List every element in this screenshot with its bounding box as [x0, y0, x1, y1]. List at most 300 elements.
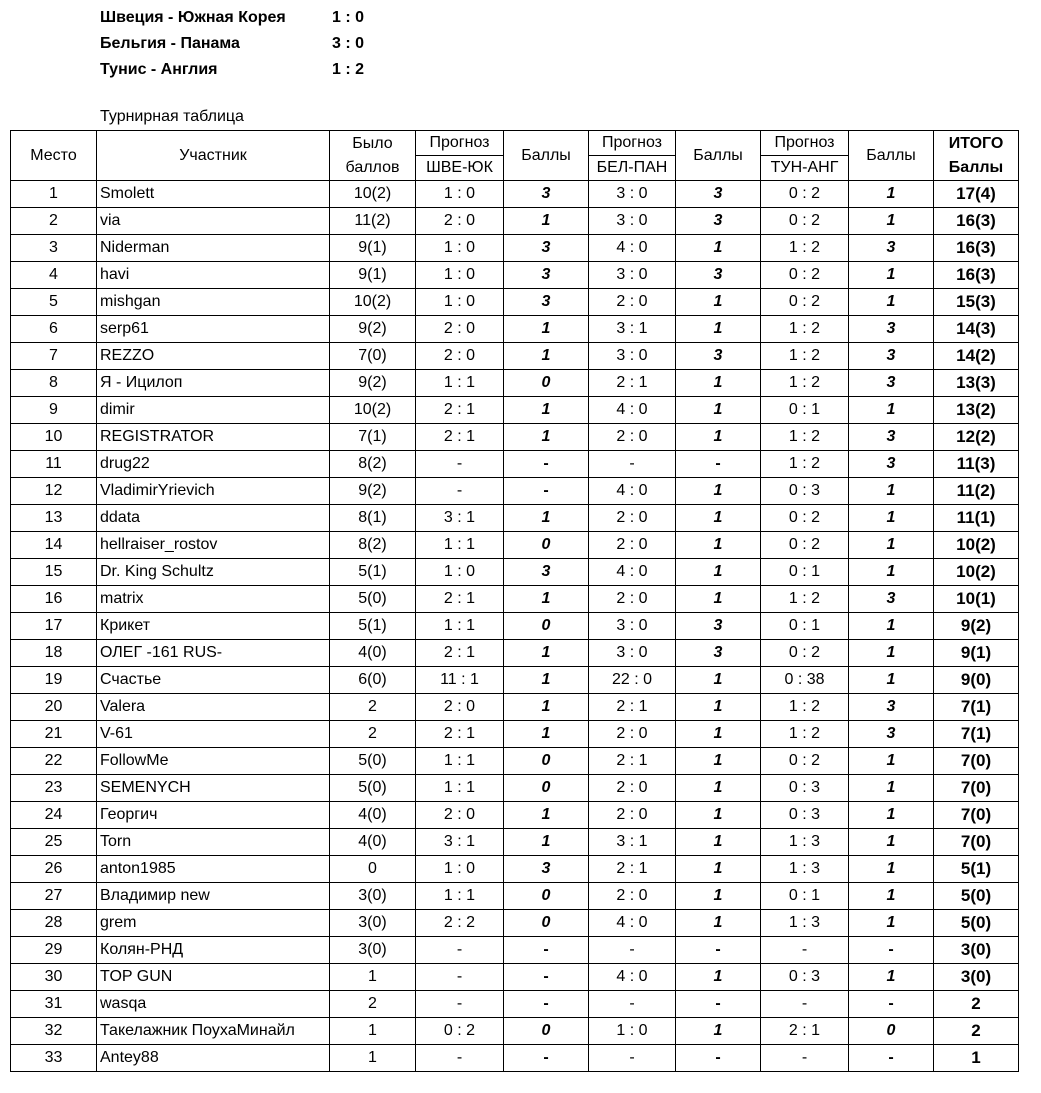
header-total-top: ИТОГО — [948, 134, 1004, 152]
forecast-2-cell: 3 : 1 — [589, 316, 676, 343]
points-1-cell: 1 — [504, 397, 589, 424]
participant-cell: Dr. King Schultz — [97, 559, 330, 586]
previous-points-cell: 2 — [330, 694, 416, 721]
place-cell: 2 — [11, 208, 97, 235]
previous-points-cell: 11(2) — [330, 208, 416, 235]
match-result-row — [100, 57, 392, 83]
forecast-1-cell: 2 : 0 — [416, 694, 504, 721]
points-1-cell: - — [504, 1045, 589, 1072]
points-2-cell: 1 — [676, 586, 761, 613]
place-cell: 17 — [11, 613, 97, 640]
forecast-1-cell: - — [416, 451, 504, 478]
total-cell: 16(3) — [934, 208, 1019, 235]
participant-cell: Я - Ицилоп — [97, 370, 330, 397]
previous-points-cell: 3(0) — [330, 883, 416, 910]
points-2-cell: 1 — [676, 721, 761, 748]
table-row — [11, 775, 1019, 802]
match-score: 3 : 0 — [332, 35, 365, 52]
forecast-3-cell: 0 : 2 — [761, 262, 849, 289]
place-cell: 8 — [11, 370, 97, 397]
previous-points-cell: 8(2) — [330, 532, 416, 559]
participant-cell: TOP GUN — [97, 964, 330, 991]
forecast-2-cell: 4 : 0 — [589, 964, 676, 991]
points-1-cell: 1 — [504, 505, 589, 532]
points-2-cell: 3 — [676, 343, 761, 370]
table-caption: Турнирная таблица — [100, 108, 244, 125]
points-2-cell: 1 — [676, 667, 761, 694]
forecast-2-cell: 3 : 0 — [589, 208, 676, 235]
points-1-cell: 1 — [504, 316, 589, 343]
place-cell: 33 — [11, 1045, 97, 1072]
points-3-cell: 1 — [849, 532, 934, 559]
points-2-cell: 3 — [676, 640, 761, 667]
place-cell: 16 — [11, 586, 97, 613]
table-row — [11, 802, 1019, 829]
forecast-2-cell: 2 : 1 — [589, 694, 676, 721]
header-total-bottom: Баллы — [948, 158, 1004, 176]
forecast-1-cell: 1 : 0 — [416, 262, 504, 289]
forecast-1-cell: 2 : 0 — [416, 316, 504, 343]
forecast-3-cell: 0 : 1 — [761, 883, 849, 910]
table-row — [11, 748, 1019, 775]
points-2-cell: 1 — [676, 532, 761, 559]
total-cell: 14(3) — [934, 316, 1019, 343]
forecast-2-cell: 3 : 0 — [589, 343, 676, 370]
points-3-cell: 1 — [849, 505, 934, 532]
forecast-3-cell: - — [761, 991, 849, 1018]
points-3-cell: 1 — [849, 910, 934, 937]
place-cell: 13 — [11, 505, 97, 532]
points-1-cell: 1 — [504, 694, 589, 721]
table-row — [11, 208, 1019, 235]
table-row — [11, 505, 1019, 532]
total-cell: 16(3) — [934, 235, 1019, 262]
table-row — [11, 235, 1019, 262]
table-row — [11, 856, 1019, 883]
points-1-cell: - — [504, 991, 589, 1018]
total-cell: 12(2) — [934, 424, 1019, 451]
points-3-cell: 1 — [849, 397, 934, 424]
previous-points-cell: 9(2) — [330, 316, 416, 343]
points-1-cell: 3 — [504, 559, 589, 586]
forecast-3-cell: 0 : 2 — [761, 208, 849, 235]
forecast-1-cell: 1 : 0 — [416, 181, 504, 208]
participant-cell: Antey88 — [97, 1045, 330, 1072]
forecast-2-cell: 2 : 0 — [589, 586, 676, 613]
participant-cell: SEMENYCH — [97, 775, 330, 802]
points-3-cell: - — [849, 1045, 934, 1072]
forecast-1-cell: 1 : 1 — [416, 370, 504, 397]
forecast-2-cell: 2 : 1 — [589, 856, 676, 883]
forecast-3-cell: 1 : 3 — [761, 910, 849, 937]
forecast-1-cell: 11 : 1 — [416, 667, 504, 694]
match-score: 1 : 2 — [332, 61, 365, 78]
points-2-cell: 1 — [676, 397, 761, 424]
points-1-cell: - — [504, 451, 589, 478]
forecast-2-cell: 22 : 0 — [589, 667, 676, 694]
total-cell: 11(3) — [934, 451, 1019, 478]
table-row — [11, 937, 1019, 964]
forecast-1-cell: 1 : 0 — [416, 235, 504, 262]
previous-points-cell: 5(1) — [330, 613, 416, 640]
total-cell: 10(2) — [934, 559, 1019, 586]
points-2-cell: 1 — [676, 559, 761, 586]
forecast-2-cell: 3 : 0 — [589, 181, 676, 208]
forecast-2-cell: 2 : 0 — [589, 424, 676, 451]
points-3-cell: 1 — [849, 829, 934, 856]
forecast-1-cell: 3 : 1 — [416, 505, 504, 532]
participant-cell: VladimirYrievich — [97, 478, 330, 505]
participant-cell: Колян-РНД — [97, 937, 330, 964]
forecast-3-cell: 0 : 3 — [761, 478, 849, 505]
points-2-cell: 1 — [676, 748, 761, 775]
points-3-cell: 3 — [849, 343, 934, 370]
forecast-2-cell: 4 : 0 — [589, 235, 676, 262]
header-points-3: Баллы — [849, 131, 934, 181]
table-row — [11, 316, 1019, 343]
previous-points-cell: 3(0) — [330, 910, 416, 937]
points-3-cell: 1 — [849, 802, 934, 829]
participant-cell: mishgan — [97, 289, 330, 316]
table-row — [11, 1018, 1019, 1045]
forecast-2-cell: 3 : 1 — [589, 829, 676, 856]
forecast-1-cell: 3 : 1 — [416, 829, 504, 856]
previous-points-cell: 6(0) — [330, 667, 416, 694]
table-row — [11, 829, 1019, 856]
forecast-1-cell: - — [416, 991, 504, 1018]
points-2-cell: 1 — [676, 235, 761, 262]
points-3-cell: 1 — [849, 775, 934, 802]
forecast-1-cell: 1 : 0 — [416, 559, 504, 586]
place-cell: 25 — [11, 829, 97, 856]
forecast-2-cell: 2 : 1 — [589, 370, 676, 397]
table-header-row — [11, 131, 1019, 156]
points-2-cell: 1 — [676, 370, 761, 397]
total-cell: 1 — [934, 1045, 1019, 1072]
points-2-cell: 3 — [676, 208, 761, 235]
points-2-cell: - — [676, 1045, 761, 1072]
forecast-2-cell: - — [589, 1045, 676, 1072]
table-row — [11, 478, 1019, 505]
forecast-3-cell: 1 : 2 — [761, 370, 849, 397]
participant-cell: hellraiser_rostov — [97, 532, 330, 559]
previous-points-cell: 9(1) — [330, 235, 416, 262]
place-cell: 11 — [11, 451, 97, 478]
place-cell: 22 — [11, 748, 97, 775]
forecast-3-cell: 1 : 3 — [761, 829, 849, 856]
participant-cell: ОЛЕГ -161 RUS- — [97, 640, 330, 667]
points-1-cell: 1 — [504, 343, 589, 370]
match-name: Тунис - Англия — [100, 61, 218, 78]
participant-cell: drug22 — [97, 451, 330, 478]
points-1-cell: 3 — [504, 235, 589, 262]
points-3-cell: 3 — [849, 694, 934, 721]
points-2-cell: 3 — [676, 262, 761, 289]
header-previous-points — [330, 131, 416, 181]
points-3-cell: 1 — [849, 883, 934, 910]
forecast-1-cell: 2 : 2 — [416, 910, 504, 937]
forecast-3-cell: 0 : 38 — [761, 667, 849, 694]
total-cell: 5(1) — [934, 856, 1019, 883]
points-3-cell: 1 — [849, 181, 934, 208]
previous-points-cell: 9(1) — [330, 262, 416, 289]
points-2-cell: - — [676, 937, 761, 964]
place-cell: 30 — [11, 964, 97, 991]
header-forecast-2: Прогноз — [589, 131, 676, 156]
points-2-cell: 1 — [676, 316, 761, 343]
points-2-cell: 1 — [676, 775, 761, 802]
forecast-2-cell: - — [589, 937, 676, 964]
points-3-cell: 1 — [849, 856, 934, 883]
points-3-cell: 3 — [849, 316, 934, 343]
forecast-3-cell: 0 : 3 — [761, 964, 849, 991]
forecast-3-cell: 1 : 2 — [761, 424, 849, 451]
table-row — [11, 910, 1019, 937]
points-2-cell: 1 — [676, 883, 761, 910]
participant-cell: Smolett — [97, 181, 330, 208]
participant-cell: REZZO — [97, 343, 330, 370]
previous-points-cell: 10(2) — [330, 181, 416, 208]
forecast-1-cell: 1 : 1 — [416, 532, 504, 559]
forecast-3-cell: 1 : 2 — [761, 721, 849, 748]
total-cell: 13(3) — [934, 370, 1019, 397]
forecast-3-cell: 1 : 2 — [761, 235, 849, 262]
points-3-cell: 1 — [849, 559, 934, 586]
points-1-cell: 1 — [504, 829, 589, 856]
previous-points-cell: 5(0) — [330, 748, 416, 775]
forecast-1-cell: 2 : 0 — [416, 208, 504, 235]
points-3-cell: 3 — [849, 370, 934, 397]
place-cell: 10 — [11, 424, 97, 451]
forecast-2-cell: 4 : 0 — [589, 478, 676, 505]
points-3-cell: 1 — [849, 208, 934, 235]
points-3-cell: 1 — [849, 613, 934, 640]
points-2-cell: 3 — [676, 181, 761, 208]
forecast-2-cell: 2 : 0 — [589, 505, 676, 532]
forecast-2-cell: 2 : 0 — [589, 802, 676, 829]
header-total — [934, 131, 1019, 181]
table-row — [11, 991, 1019, 1018]
points-2-cell: 3 — [676, 613, 761, 640]
forecast-2-cell: 4 : 0 — [589, 397, 676, 424]
place-cell: 5 — [11, 289, 97, 316]
place-cell: 3 — [11, 235, 97, 262]
total-cell: 3(0) — [934, 964, 1019, 991]
forecast-1-cell: 1 : 1 — [416, 883, 504, 910]
points-2-cell: 1 — [676, 802, 761, 829]
total-cell: 9(2) — [934, 613, 1019, 640]
participant-cell: Счастье — [97, 667, 330, 694]
table-row — [11, 883, 1019, 910]
forecast-1-cell: 2 : 0 — [416, 802, 504, 829]
table-row — [11, 370, 1019, 397]
points-1-cell: 0 — [504, 883, 589, 910]
forecast-2-cell: 3 : 0 — [589, 640, 676, 667]
points-1-cell: 3 — [504, 856, 589, 883]
participant-cell: serp61 — [97, 316, 330, 343]
participant-cell: FollowMe — [97, 748, 330, 775]
points-1-cell: 3 — [504, 289, 589, 316]
points-3-cell: - — [849, 937, 934, 964]
points-1-cell: 3 — [504, 262, 589, 289]
previous-points-cell: 0 — [330, 856, 416, 883]
place-cell: 18 — [11, 640, 97, 667]
total-cell: 7(0) — [934, 829, 1019, 856]
previous-points-cell: 5(0) — [330, 586, 416, 613]
previous-points-cell: 9(2) — [330, 370, 416, 397]
table-row — [11, 694, 1019, 721]
table-row — [11, 397, 1019, 424]
place-cell: 12 — [11, 478, 97, 505]
points-1-cell: - — [504, 937, 589, 964]
forecast-1-cell: 2 : 0 — [416, 343, 504, 370]
participant-cell: Niderman — [97, 235, 330, 262]
match-name: Швеция - Южная Корея — [100, 9, 286, 26]
points-3-cell: - — [849, 991, 934, 1018]
points-3-cell: 3 — [849, 235, 934, 262]
participant-cell: wasqa — [97, 991, 330, 1018]
table-row — [11, 262, 1019, 289]
header-match-2: БЕЛ-ПАН — [589, 156, 676, 181]
forecast-3-cell: 0 : 2 — [761, 640, 849, 667]
participant-cell: havi — [97, 262, 330, 289]
match-result-row — [100, 5, 392, 31]
table-row — [11, 289, 1019, 316]
total-cell: 16(3) — [934, 262, 1019, 289]
forecast-3-cell: 0 : 3 — [761, 802, 849, 829]
forecast-1-cell: 2 : 1 — [416, 721, 504, 748]
points-1-cell: 1 — [504, 802, 589, 829]
header-points-2: Баллы — [676, 131, 761, 181]
forecast-2-cell: 2 : 0 — [589, 775, 676, 802]
table-row — [11, 424, 1019, 451]
forecast-3-cell: 0 : 2 — [761, 289, 849, 316]
points-2-cell: 1 — [676, 289, 761, 316]
points-1-cell: 1 — [504, 721, 589, 748]
previous-points-cell: 1 — [330, 1045, 416, 1072]
total-cell: 15(3) — [934, 289, 1019, 316]
header-previous-bottom: баллов — [345, 158, 400, 176]
participant-cell: via — [97, 208, 330, 235]
place-cell: 27 — [11, 883, 97, 910]
forecast-3-cell: 1 : 2 — [761, 451, 849, 478]
header-forecast-1: Прогноз — [416, 131, 504, 156]
forecast-1-cell: 2 : 1 — [416, 424, 504, 451]
forecast-1-cell: 1 : 1 — [416, 775, 504, 802]
place-cell: 6 — [11, 316, 97, 343]
forecast-3-cell: 0 : 2 — [761, 181, 849, 208]
previous-points-cell: 9(2) — [330, 478, 416, 505]
participant-cell: Valera — [97, 694, 330, 721]
points-2-cell: 1 — [676, 829, 761, 856]
points-3-cell: 1 — [849, 289, 934, 316]
forecast-3-cell: 0 : 2 — [761, 532, 849, 559]
forecast-2-cell: 4 : 0 — [589, 559, 676, 586]
points-2-cell: - — [676, 991, 761, 1018]
forecast-3-cell: 1 : 3 — [761, 856, 849, 883]
points-1-cell: - — [504, 478, 589, 505]
previous-points-cell: 3(0) — [330, 937, 416, 964]
forecast-3-cell: - — [761, 1045, 849, 1072]
table-row — [11, 964, 1019, 991]
place-cell: 7 — [11, 343, 97, 370]
points-1-cell: 0 — [504, 775, 589, 802]
participant-cell: V-61 — [97, 721, 330, 748]
total-cell: 5(0) — [934, 910, 1019, 937]
previous-points-cell: 5(1) — [330, 559, 416, 586]
header-forecast-3: Прогноз — [761, 131, 849, 156]
forecast-1-cell: 1 : 0 — [416, 856, 504, 883]
total-cell: 7(0) — [934, 748, 1019, 775]
points-3-cell: 1 — [849, 667, 934, 694]
points-3-cell: 3 — [849, 451, 934, 478]
forecast-1-cell: 1 : 1 — [416, 748, 504, 775]
previous-points-cell: 7(0) — [330, 343, 416, 370]
points-2-cell: 1 — [676, 964, 761, 991]
participant-cell: matrix — [97, 586, 330, 613]
forecast-3-cell: 1 : 2 — [761, 316, 849, 343]
forecast-2-cell: 2 : 0 — [589, 721, 676, 748]
forecast-1-cell: 2 : 1 — [416, 586, 504, 613]
forecast-3-cell: - — [761, 937, 849, 964]
previous-points-cell: 4(0) — [330, 640, 416, 667]
total-cell: 17(4) — [934, 181, 1019, 208]
total-cell: 2 — [934, 991, 1019, 1018]
points-3-cell: 3 — [849, 721, 934, 748]
forecast-1-cell: 2 : 1 — [416, 640, 504, 667]
table-row — [11, 721, 1019, 748]
participant-cell: Крикет — [97, 613, 330, 640]
total-cell: 10(1) — [934, 586, 1019, 613]
table-row — [11, 181, 1019, 208]
match-result-row — [100, 31, 392, 57]
forecast-1-cell: 2 : 1 — [416, 397, 504, 424]
total-cell: 7(0) — [934, 775, 1019, 802]
participant-cell: anton1985 — [97, 856, 330, 883]
points-3-cell: 0 — [849, 1018, 934, 1045]
points-1-cell: 1 — [504, 586, 589, 613]
points-3-cell: 1 — [849, 640, 934, 667]
previous-points-cell: 10(2) — [330, 397, 416, 424]
points-1-cell: 1 — [504, 640, 589, 667]
forecast-1-cell: - — [416, 964, 504, 991]
points-1-cell: 1 — [504, 424, 589, 451]
forecast-2-cell: 2 : 0 — [589, 532, 676, 559]
participant-cell: grem — [97, 910, 330, 937]
forecast-2-cell: 1 : 0 — [589, 1018, 676, 1045]
place-cell: 14 — [11, 532, 97, 559]
participant-cell: Владимир new — [97, 883, 330, 910]
forecast-2-cell: 3 : 0 — [589, 262, 676, 289]
table-row — [11, 532, 1019, 559]
place-cell: 28 — [11, 910, 97, 937]
forecast-2-cell: 4 : 0 — [589, 910, 676, 937]
points-1-cell: 1 — [504, 208, 589, 235]
participant-cell: Torn — [97, 829, 330, 856]
points-3-cell: 1 — [849, 748, 934, 775]
points-1-cell: - — [504, 964, 589, 991]
points-3-cell: 3 — [849, 424, 934, 451]
forecast-1-cell: - — [416, 937, 504, 964]
forecast-1-cell: 1 : 1 — [416, 613, 504, 640]
previous-points-cell: 5(0) — [330, 775, 416, 802]
previous-points-cell: 4(0) — [330, 802, 416, 829]
place-cell: 1 — [11, 181, 97, 208]
participant-cell: Георгич — [97, 802, 330, 829]
header-points-1: Баллы — [504, 131, 589, 181]
participant-cell: REGISTRATOR — [97, 424, 330, 451]
points-1-cell: 3 — [504, 181, 589, 208]
